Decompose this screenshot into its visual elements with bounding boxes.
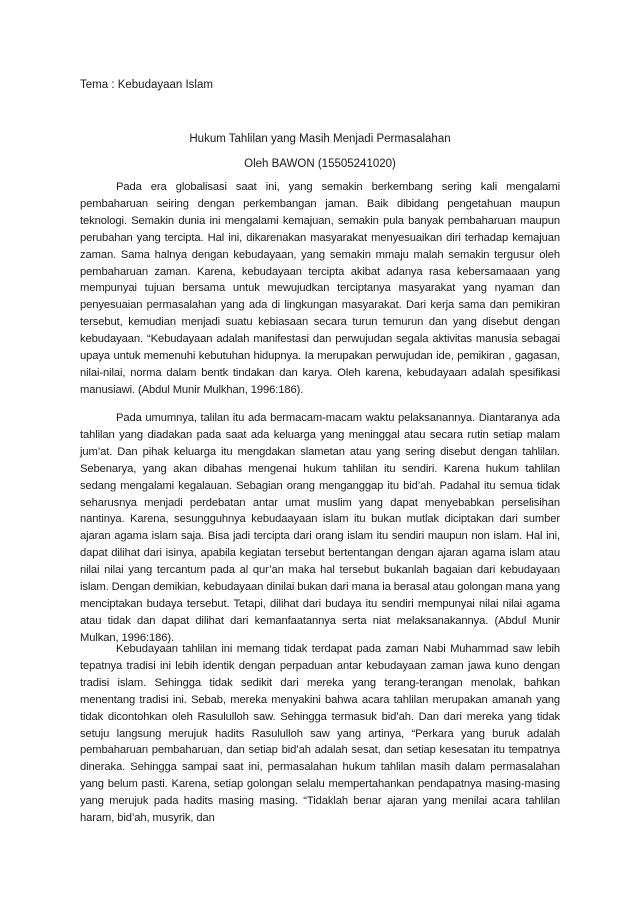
paragraph-1: Pada era globalisasi saat ini, yang semakin berkembang sering kali mengalami pembaharuan seiring dengan perkembangan jaman. Baik dibidang pengetahuan maupun teknologi. Semakin dunia ini mengalami kemajuan, semakin pula banyak pembaharuan maupun perubahan yang tercipta. Hal ini, dikarenakan masyarakat menyesuaikan diri terhadap kemajuan zaman. Sama halnya dengan kebudayaan, yang semakin mmaju malah semakin tergusur oleh pembaharuan zaman. Karena, kebudayaan tercipta akibat adanya rasa kebersamaaan yang mempunyai tujuan bersama untuk mewujudkan terciptanya masyarakat yang nyaman dan penyesuaian permasalahan yang ada di lingkungan masyarakat. Dari kerja sama dan pemikiran tersebut, kemudian menjadi suatu kebiasaan secara turun temurun dan yang disebut dengan kebudayaan. “Kebudayaan adalah manifestasi dan perwujudan segala aktivitas manusia sebagai upaya untuk memenuhi kebutuhan hidupnya. Ia merupakan perwujudan ide, pemikiran , gagasan, nilai-nilai, norma dalam bentk tindakan dan karya. Oleh karena, kebudayaan adalah spesifikasi manusiawi. (Abdul Munir Mulkhan, 1996:186).: [80, 181, 560, 396]
document-theme: Tema : Kebudayaan Islam: [80, 79, 213, 91]
document-page: [80, 0, 560, 903]
document-author: Oleh BAWON (15505241020): [244, 158, 396, 170]
document-title: Hukum Tahlilan yang Masih Menjadi Permasalahan: [189, 133, 451, 145]
paragraph-2: Pada umumnya, talilan itu ada bermacam-macam waktu pelaksanannya. Diantaranya ada tahlilan yang diadakan pada saat ada keluarga yang meninggal atau secara rutin setiap malam jum’at. Dan pihak keluarga itu mengdakan slametan atau yang sering disebut dengan tahlilan. Sebenarya, yang akan dibahas mengenai hukum tahlilan itu sendiri. Karena hukum tahlilan sedang mengalami kegalauan. Sebagian orang menganggap itu bid’ah. Padahal itu semua tidak seharusnya menjadi perdebatan antar umat muslim yang dapat menyebabkan perselisihan nantinya. Karena, sesungguhnya kebudaayaan islam itu bukan mutlak diciptakan dari sumber ajaran agama islam saja. Bisa jadi tercipta dari orang islam itu sendiri maupun non islam. Hal ini, dapat dilihat dari isinya, apabila kegiatan tersebut bertentangan dengan ajaran agama islam atau nilai nilai yang tercantum pada al qur’an maka hal tersebut bukanlah bagaian dari kebudayaan islam. Dengan demikian, kebudayaan dinilai bukan dari mana ia berasal atau golongan mana yang menciptakan budaya tersebut. Tetapi, dilihat dari budaya itu sendiri mempunyai nilai nilai agama atau tidak dan dapat dilihat dari kemanfaatannya serta niat melaksanakannya. (Abdul Munir Mulkan, 1996:186).: [80, 412, 560, 644]
paragraph-3: Kebudayaan tahlilan ini memang tidak terdapat pada zaman Nabi Muhammad saw lebih tepatnya tradisi ini lebih identik dengan perpaduan antar kebudayaan zaman jawa kuno dengan tradisi islam. Sehingga tidak sedikit dari mereka yang terang-terangan menolak, bahkan menentang tradisi ini. Sebab, mereka menyakini bahwa acara tahlilan merupakan amanah yang tidak dicontohkan oleh Rasululloh saw. Sehingga termasuk bid’ah. Dan dari mereka yang tidak setuju langsung merujuk hadits Rasululloh saw yang artinya, “Perkara yang buruk adalah pembaharuan pembaharuan, dan setiap bid’ah adalah sesat, dan setiap kesesatan itu tempatnya dineraka. Sehingga sampai saat ini, permasalahan hukum tahlilan masih dalam permasalahan yang belum pasti. Karena, setiap golongan selalu mempertahankan pendapatnya masing-masing yang merujuk pada hadits masing masing. “Tidaklah benar ajaran yang menilai acara tahlilan haram, bid’ah, musyrik, dan: [80, 643, 560, 825]
